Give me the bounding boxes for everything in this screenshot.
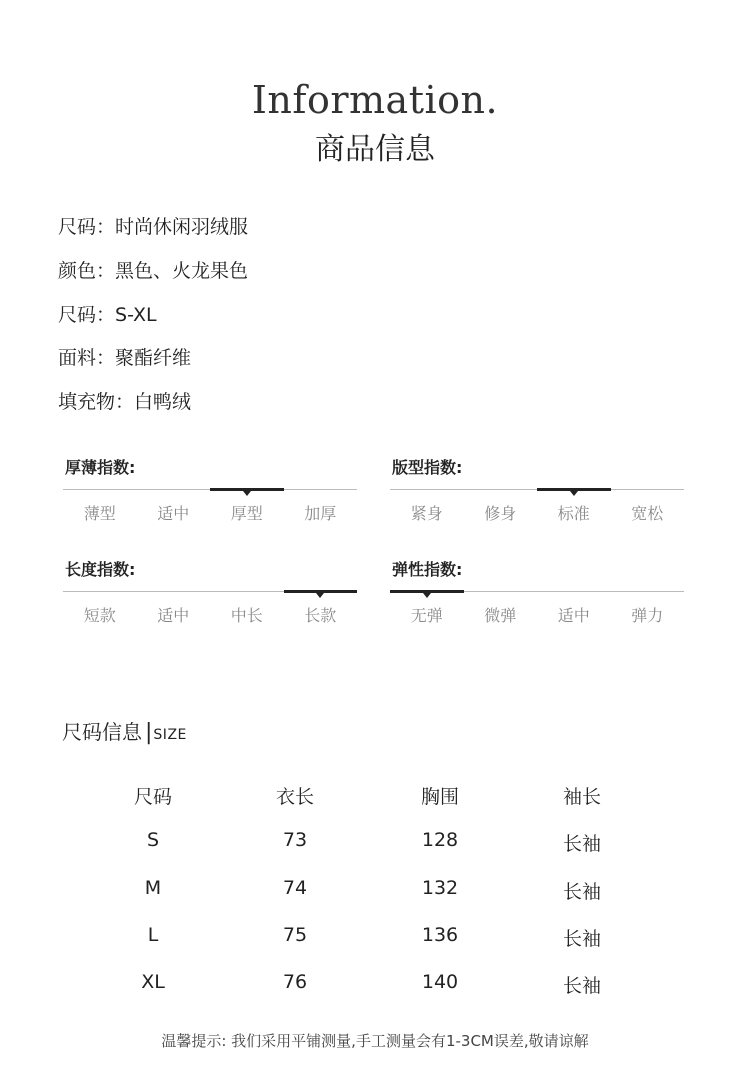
info-value: 时尚休闲羽绒服 [115, 216, 249, 238]
table-cell: 长袖 [562, 975, 601, 997]
table-cell: 长袖 [562, 928, 601, 950]
scale-option: 适中 [157, 606, 190, 625]
table-cell: 长袖 [562, 833, 601, 855]
table-header-cell: 袖长 [562, 786, 601, 808]
table-cell: 73 [282, 829, 308, 851]
table-cell: 136 [421, 924, 459, 946]
scale-pointer-icon [570, 491, 578, 496]
scale-option: 中长 [230, 606, 263, 625]
info-row [58, 212, 248, 239]
table-cell: 75 [282, 924, 308, 946]
info-value: S-XL [115, 304, 157, 326]
table-cell: M [144, 877, 162, 899]
table-cell: 128 [421, 829, 459, 851]
scale-option: 适中 [157, 504, 190, 523]
info-value: 黑色、火龙果色 [115, 260, 249, 282]
scale-option: 微弹 [484, 606, 517, 625]
table-cell: S [146, 829, 160, 851]
info-row [58, 387, 191, 414]
scale-pointer-icon [423, 593, 431, 598]
info-label: 填充物： [58, 391, 135, 413]
info-label: 尺码： [58, 304, 116, 326]
info-value: 聚酯纤维 [115, 347, 192, 369]
scale-option: 加厚 [304, 504, 337, 523]
table-header-cell: 衣长 [275, 786, 314, 808]
table-cell: 74 [282, 877, 308, 899]
index-title: 长度指数: [65, 560, 136, 579]
scale-option: 薄型 [83, 504, 116, 523]
scale-option: 厚型 [230, 504, 263, 523]
table-cell: L [147, 924, 159, 946]
scale-option: 适中 [557, 606, 590, 625]
size-title-zh: 尺码信息 [62, 720, 142, 744]
footnote: 温馨提示: 我们采用平铺测量,手工测量会有1-3CM误差,敬请谅解 [161, 1032, 589, 1050]
title-chinese: 商品信息 [315, 132, 435, 167]
scale-option: 紧身 [410, 504, 443, 523]
info-label: 尺码： [58, 216, 116, 238]
scale-option: 弹力 [631, 606, 664, 625]
index-title: 厚薄指数: [65, 458, 136, 477]
index-title: 版型指数: [392, 458, 463, 477]
scale-option: 标准 [557, 504, 590, 523]
info-label: 颜色： [58, 260, 116, 282]
info-label: 面料： [58, 347, 116, 369]
table-cell: 140 [421, 971, 459, 993]
table-header-cell: 胸围 [420, 786, 459, 808]
scale-option: 无弹 [410, 606, 443, 625]
table-header-cell: 尺码 [133, 786, 172, 808]
info-row [58, 256, 248, 283]
title-english: Information. [251, 78, 499, 122]
size-title-separator: | [145, 720, 153, 745]
scale-option: 长款 [304, 606, 337, 625]
info-row [58, 343, 191, 370]
scale-pointer-icon [243, 491, 251, 496]
table-cell: XL [141, 971, 165, 993]
scale-option: 短款 [83, 606, 116, 625]
table-cell: 76 [282, 971, 308, 993]
index-title: 弹性指数: [392, 560, 463, 579]
scale-option: 修身 [484, 504, 517, 523]
table-cell: 132 [421, 877, 459, 899]
info-value: 白鸭绒 [134, 391, 192, 413]
scale-pointer-icon [316, 593, 324, 598]
table-cell: 长袖 [562, 881, 601, 903]
scale-option: 宽松 [631, 504, 664, 523]
info-row [58, 300, 157, 327]
size-title-en: SIZE [153, 727, 187, 743]
size-section-title [62, 716, 187, 745]
